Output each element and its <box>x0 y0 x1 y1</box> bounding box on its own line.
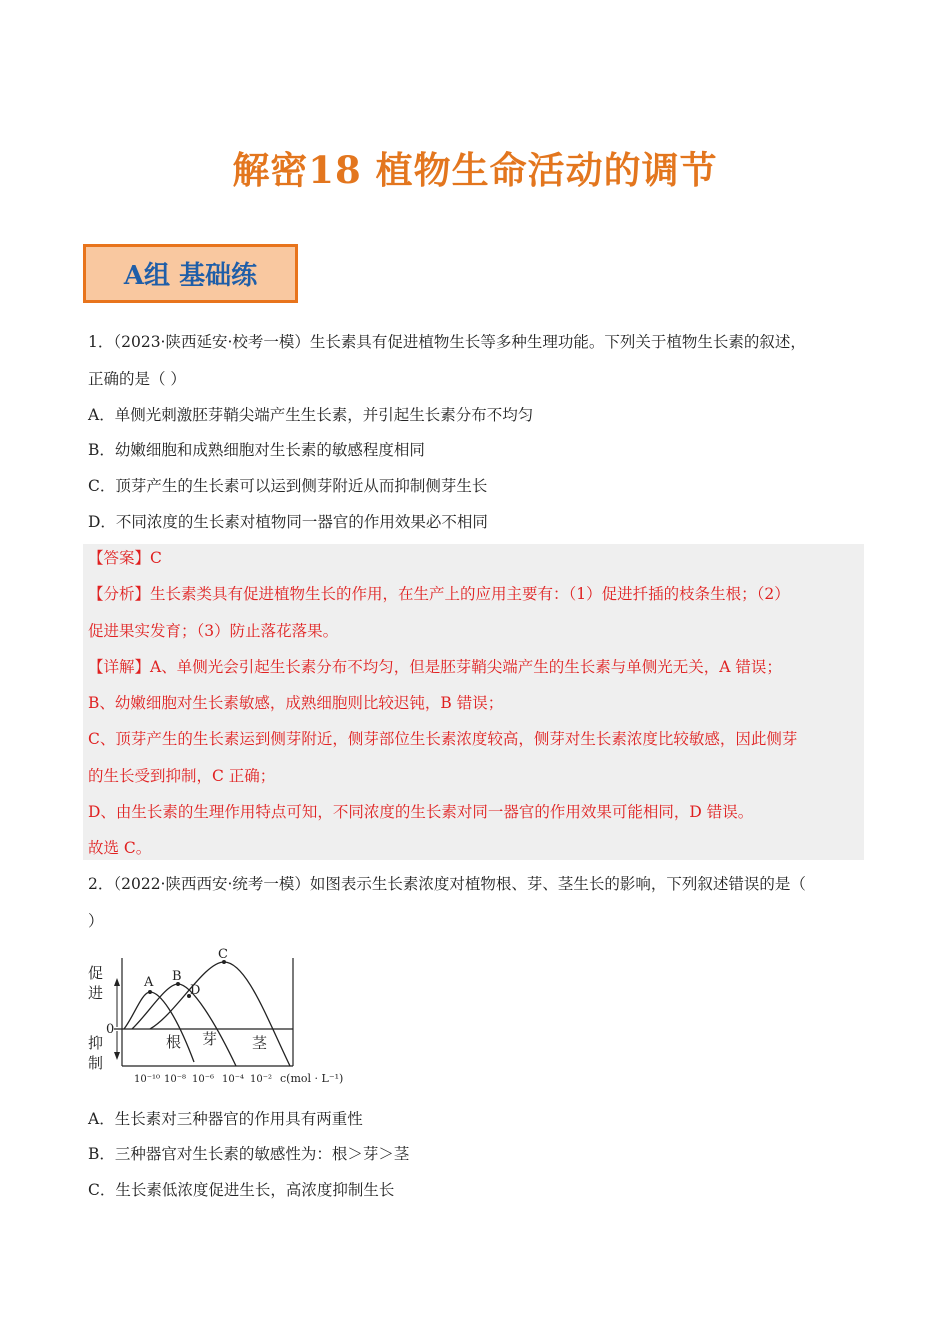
y-bottom-label-2: 制 <box>88 1054 104 1072</box>
q1-option-c: C．顶芽产生的生长素可以运到侧芽附近从而抑制侧芽生长 <box>88 477 488 495</box>
q2-option-c: C．生长素低浓度促进生长，高浓度抑制生长 <box>88 1181 395 1199</box>
q1-detail-line3: C、顶芽产生的生长素运到侧芽附近，侧芽部位生长素浓度较高，侧芽对生长素浓度比较敏感，因此侧芽 <box>88 730 798 748</box>
label-d: D <box>190 983 201 998</box>
curve-label-bud: 芽 <box>202 1030 218 1048</box>
q1-option-d: D．不同浓度的生长素对植物同一器官的作用效果必不相同 <box>88 513 488 531</box>
label-b: B <box>172 969 182 984</box>
q1-option-a: A．单侧光刺激胚芽鞘尖端产生生长素，并引起生长素分布不均匀 <box>88 406 534 424</box>
q1-option-b: B．幼嫩细胞和成熟细胞对生长素的敏感程度相同 <box>88 441 425 459</box>
x-tick-4: 10⁻⁴ <box>222 1074 245 1085</box>
q2-stem-line1: 2．（2022·陕西西安·统考一模）如图表示生长素浓度对植物根、芽、茎生长的影响，下列叙述错误的是（ <box>88 875 806 893</box>
q1-detail-line4: 的生长受到抑制，C 正确； <box>88 767 276 785</box>
q2-option-b: B．三种器官对生长素的敏感性为：根＞芽＞茎 <box>88 1145 410 1163</box>
y-bottom-label-1: 抑 <box>88 1034 104 1052</box>
curve-label-root: 根 <box>166 1033 182 1051</box>
q1-detail-line5: D、由生长素的生理作用特点可知，不同浓度的生长素对同一器官的作用效果可能相同，D 错误。 <box>88 803 754 821</box>
page-title: 解密18 植物生命活动的调节 <box>232 148 718 192</box>
zero-label: 0 <box>106 1022 115 1037</box>
promote-arrowhead <box>114 978 120 986</box>
x-tick-5: 10⁻² <box>250 1074 273 1085</box>
x-tick-3: 10⁻⁶ <box>192 1074 215 1085</box>
x-tick-1: 10⁻¹⁰ <box>134 1074 161 1085</box>
q1-analysis-line2: 促进果实发育；（3）防止落花落果。 <box>88 622 339 640</box>
q1-answer: 【答案】C <box>88 549 162 567</box>
q1-analysis-line1: 【分析】生长素类具有促进植物生长的作用，在生产上的应用主要有：（1）促进扦插的枝条生根；（2） <box>88 585 790 603</box>
q1-conclusion: 故选 C。 <box>88 839 152 857</box>
x-tick-2: 10⁻⁸ <box>164 1074 187 1085</box>
q2-option-a: A．生长素对三种器官的作用具有两重性 <box>88 1110 363 1128</box>
label-a: A <box>144 975 154 990</box>
curve-label-stem: 茎 <box>252 1034 268 1052</box>
y-top-label-2: 进 <box>88 984 104 1002</box>
point-a <box>148 990 152 994</box>
inhibit-arrowhead <box>114 1052 120 1060</box>
q1-detail-line1: 【详解】A、单侧光会引起生长素分布不均匀，但是胚芽鞘尖端产生的生长素与单侧光无关，A 错误； <box>88 658 782 676</box>
y-top-label-1: 促 <box>88 964 104 982</box>
label-c: C <box>218 947 228 962</box>
q2-stem-line2: ） <box>88 912 104 930</box>
x-unit: c(mol · L⁻¹) <box>280 1072 344 1085</box>
q1-detail-line2: B、幼嫩细胞对生长素敏感，成熟细胞则比较迟钝，B 错误； <box>88 694 504 712</box>
q1-stem-line2: 正确的是（ ） <box>88 370 186 388</box>
auxin-concentration-figure <box>86 944 366 1092</box>
q1-stem-line1: 1．（2023·陕西延安·校考一模）生长素具有促进植物生长等多种生理功能。下列关于植物生长素的叙述， <box>88 333 806 351</box>
group-label-box: A组 基础练 <box>83 244 298 303</box>
